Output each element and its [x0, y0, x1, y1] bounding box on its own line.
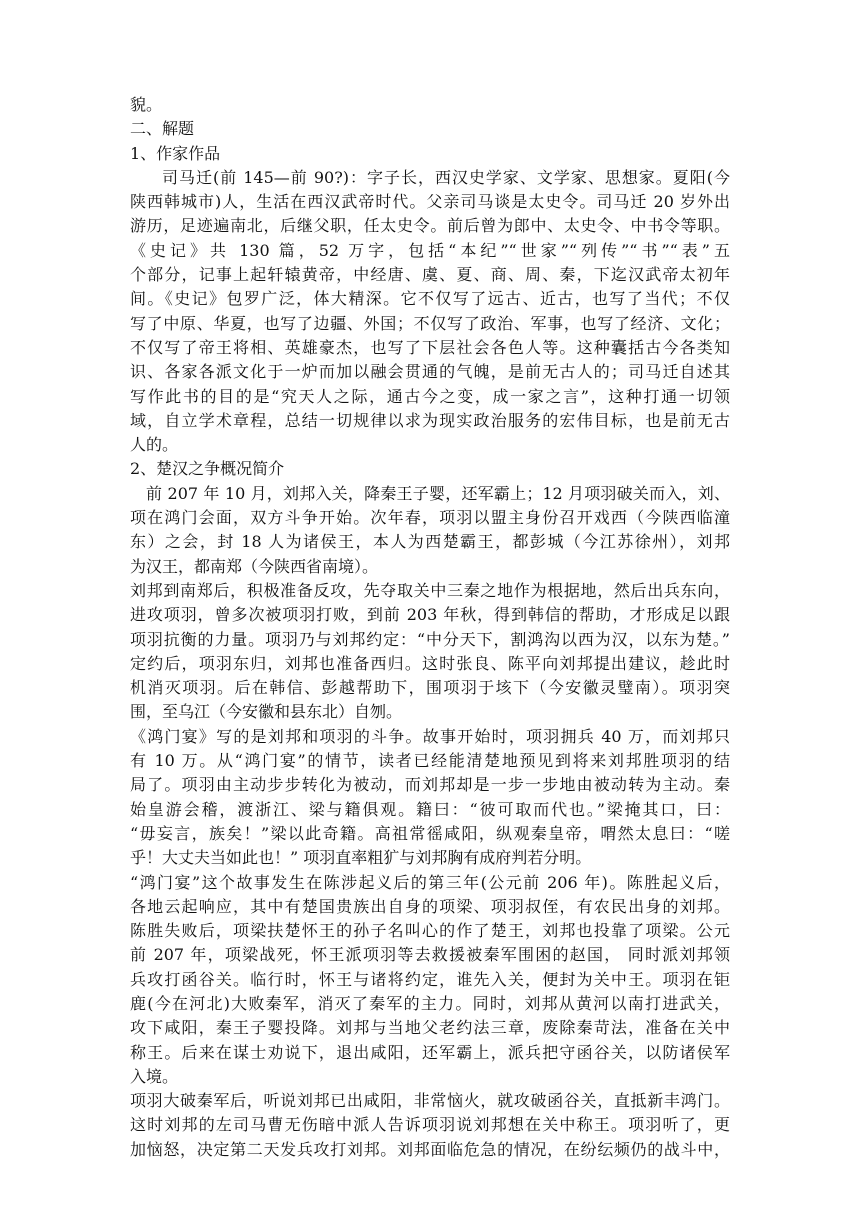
- text-line: 间。《史记》包罗广泛，体大精深。它不仅写了远古、近古，也写了当代；不仅: [130, 289, 730, 309]
- text-line: 貌。: [130, 95, 163, 114]
- text-line: 陈胜失败后，项梁扶楚怀王的孙子名叫心的作了楚王，刘邦也投靠了项梁。公元: [130, 921, 730, 941]
- text-line: 有 10 万。从“鸿门宴”的情节，读者已经能清楚地预见到将来刘邦胜项羽的结: [130, 751, 730, 771]
- text-line: 这时刘邦的左司马曹无伤暗中派人告诉项羽说刘邦想在关中称王。项羽听了，更: [130, 1115, 730, 1135]
- text-line: 识、各家各派文化于一炉而加以融会贯通的气魄，是前无古人的；司马迁自述其: [130, 362, 730, 382]
- text-line: 不仅写了帝王将相、英雄豪杰，也写了下层社会各色人等。这种囊括古今各类知: [130, 337, 730, 357]
- text-line: 进攻项羽，曾多次被项羽打败，到前 203 年秋，得到韩信的帮助，才形成足以跟: [130, 605, 730, 625]
- text-line: 《史记》共 130 篇，52 万字，包括“本纪”“世家”“列传”“书”“表”五: [130, 240, 730, 260]
- text-line: 各地云起响应，其中有楚国贵族出自身的项梁、项羽叔侄，有农民出身的刘邦。: [130, 896, 730, 916]
- text-line: 局了。项羽由主动步步转化为被动，而刘邦却是一步一步地由被动转为主动。秦: [130, 775, 730, 795]
- text-line: 域，自立学术章程，总结一切规律以求为现实政治服务的宏伟目标，也是前无古: [130, 410, 730, 430]
- text-line: 游历，足迹遍南北，后继父职，任太史令。前后曾为郎中、太史令、中书令等职。: [130, 216, 730, 236]
- text-line: 项羽抗衡的力量。项羽乃与刘邦约定：“中分天下，割鸿沟以西为汉，以东为楚。”: [130, 629, 730, 649]
- text-line: 《鸿门宴》写的是刘邦和项羽的斗争。故事开始时，项羽拥兵 40 万，而刘邦只: [130, 726, 730, 746]
- text-line: 鹿(今在河北)大败秦军，消灭了秦军的主力。同时，刘邦从黄河以南打进武关，: [130, 993, 730, 1013]
- text-line: 写了中原、华夏，也写了边疆、外国；不仅写了政治、军事，也写了经济、文化；: [130, 313, 730, 333]
- text-line: 人的。: [130, 435, 179, 455]
- text-line: “鸿门宴”这个故事发生在陈涉起义后的第三年(公元前 206 年)。陈胜起义后，: [130, 872, 730, 892]
- text-line: 前 207 年 10 月，刘邦入关，降秦王子婴，还军霸上；12 月项羽破关而入，刘、: [146, 483, 730, 503]
- text-line: 东）之会，封 18 人为诸侯王，本人为西楚霸王，都彭城（今江苏徐州），刘邦: [130, 532, 730, 552]
- text-line: 刘邦到南郑后，积极准备反攻，先夺取关中三秦之地作为根据地，然后出兵东向，: [130, 580, 730, 600]
- text-line: 个部分，记事上起轩辕黄帝，中经唐、虞、夏、商、周、秦，下迄汉武帝太初年: [130, 265, 730, 285]
- text-line: 称王。后来在谋士劝说下，退出咸阳，还军霸上，派兵把守函谷关，以防诸侯军: [130, 1042, 730, 1062]
- text-line: 1、作家作品: [130, 143, 221, 163]
- text-line: 项羽大破秦军后，听说刘邦已出咸阳，非常恼火，就攻破函谷关，直抵新丰鸿门。: [130, 1091, 730, 1111]
- text-line: 机消灭项羽。后在韩信、彭越帮助下，围项羽于垓下（今安徽灵璧南）。项羽突: [130, 678, 730, 698]
- text-line: 为汉王，都南郑（今陕西省南境）。: [130, 556, 379, 576]
- text-line: 围，至乌江（今安徽和县东北）自刎。: [130, 702, 403, 722]
- text-line: 司马迁(前 145—前 90?)：字子长，西汉史学家、文学家、思想家。夏阳(今: [162, 167, 730, 187]
- text-line: 写作此书的目的是“究天人之际，通古今之变，成一家之言”，这种打通一切领: [130, 386, 730, 406]
- text-line: 兵攻打函谷关。临行时，怀王与诸将约定，谁先入关，便封为关中王。项羽在钜: [130, 969, 730, 989]
- text-line: 前 207 年，项梁战死，怀王派项羽等去救援被秦军围困的赵国， 同时派刘邦领: [130, 945, 730, 965]
- text-line: 定约后，项羽东归，刘邦也准备西归。这时张良、陈平向刘邦提出建议，趁此时: [130, 653, 730, 673]
- text-line: 二、解题: [130, 119, 195, 139]
- text-line: “毋妄言，族矣！”梁以此奇籍。高祖常徭咸阳，纵观秦皇帝，喟然太息曰：“嗟: [130, 823, 730, 843]
- text-line: 始皇游会稽，渡浙江、梁与籍俱观。籍曰：“彼可取而代也。”梁掩其口，曰：: [130, 799, 730, 819]
- text-line: 加恼怒，决定第二天发兵攻打刘邦。刘邦面临危急的情况，在纷纭频仍的战斗中，: [130, 1139, 730, 1159]
- text-line: 入境。: [130, 1066, 179, 1086]
- text-line: 2、楚汉之争概况简介: [130, 459, 285, 479]
- document-page: [130, 93, 730, 1162]
- text-line: 项在鸿门会面，双方斗争开始。次年春，项羽以盟主身份召开戏西（今陕西临潼: [130, 508, 730, 528]
- text-line: 攻下咸阳，秦王子婴投降。刘邦与当地父老约法三章，废除秦苛法，准备在关中: [130, 1018, 730, 1038]
- text-line: 陕西韩城市)人，生活在西汉武帝时代。父亲司马谈是太史令。司马迁 20 岁外出: [130, 192, 730, 212]
- text-line: 乎！大丈夫当如此也！” 项羽直率粗犷与刘邦胸有成府判若分明。: [130, 848, 592, 868]
